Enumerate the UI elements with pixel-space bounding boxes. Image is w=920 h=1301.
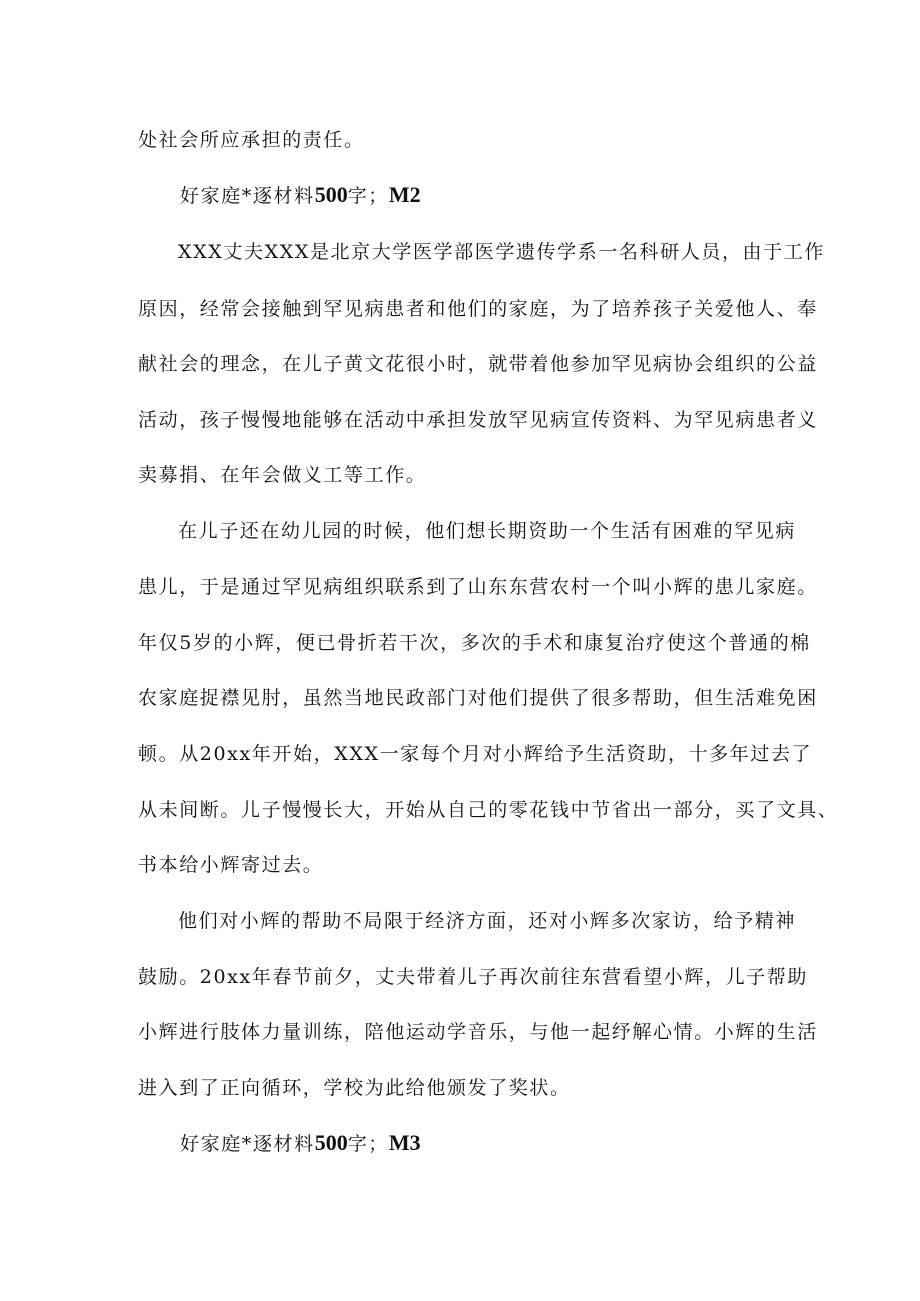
paragraph-2-line-2: 患儿，于是通过罕见病组织联系到了山东东营农村一个叫小辉的患儿家庭。	[138, 576, 818, 598]
paragraph-1-line-5: 卖募捐、在年会做义工等工作。	[138, 464, 427, 486]
heading-code: M2	[388, 182, 421, 207]
heading-code: M3	[388, 1130, 421, 1155]
section-heading-m2	[180, 181, 421, 210]
paragraph-2-line-1: 在儿子还在幼儿园的时候，他们想长期资助一个生活有困难的罕见病	[178, 520, 797, 542]
section-heading-m3	[180, 1129, 421, 1158]
heading-prefix: 好家庭*逐材料	[180, 185, 315, 207]
paragraph-2-line-6: 从未间断。儿子慢慢长大，开始从自己的零花钱中节省出一部分，买了文具、	[138, 799, 839, 821]
carryover-line: 处社会所应承担的责任。	[138, 129, 365, 151]
paragraph-3-line-3: 小辉进行肢体力量训练，陪他运动学音乐，与他一起纾解心情。小辉的生活	[138, 1021, 818, 1043]
heading-prefix: 好家庭*逐材料	[180, 1133, 315, 1155]
heading-count: 500	[314, 182, 348, 207]
paragraph-1-line-4: 活动，孩子慢慢地能够在活动中承担发放罕见病宣传资料、为罕见病患者义	[138, 409, 818, 431]
paragraph-2-line-4: 农家庭捉襟见肘，虽然当地民政部门对他们提供了很多帮助，但生活难免困	[138, 687, 818, 709]
heading-mid: 字；	[347, 1133, 389, 1155]
paragraph-3-line-4: 进入到了正向循环，学校为此给他颁发了奖状。	[138, 1077, 571, 1099]
paragraph-1-line-2: 原因，经常会接触到罕见病患者和他们的家庭，为了培养孩子关爱他人、奉	[138, 298, 818, 320]
paragraph-2-line-5: 顿。从20xx年开始，XXX一家每个月对小辉给予生活资助，十多年过去了	[138, 743, 813, 765]
paragraph-1-line-3: 献社会的理念，在儿子黄文花很小时，就带着他参加罕见病协会组织的公益	[138, 353, 818, 375]
paragraph-1-line-1: XXX丈夫XXX是北京大学医学部医学遗传学系一名科研人员，由于工作	[178, 241, 825, 263]
paragraph-3-line-2: 鼓励。20xx年春节前夕，丈夫带着儿子再次前往东营看望小辉，儿子帮助	[138, 966, 809, 988]
paragraph-2-line-3: 年仅5岁的小辉，便已骨折若干次，多次的手术和康复治疗使这个普通的棉	[138, 632, 811, 654]
paragraph-2-line-7: 书本给小辉寄过去。	[138, 854, 324, 876]
heading-count: 500	[314, 1130, 348, 1155]
paragraph-3-line-1: 他们对小辉的帮助不局限于经济方面，还对小辉多次家访，给予精神	[178, 910, 797, 932]
heading-mid: 字；	[347, 185, 389, 207]
